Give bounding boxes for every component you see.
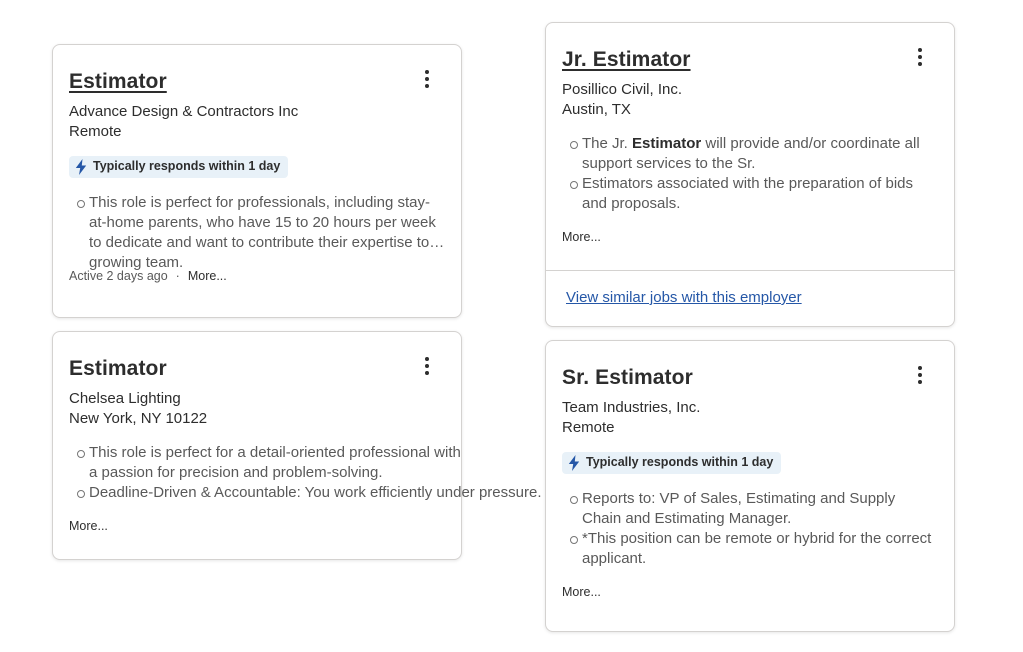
snippet-item: Reports to: VP of Sales, Estimating and Supply Chain and Estimating Manager. [582,489,938,529]
more-options-icon[interactable] [908,363,932,387]
snippet-item: Estimators associated with the preparation of bids and proposals. [582,174,938,214]
more-options-icon[interactable] [415,354,439,378]
more-link[interactable]: More... [187,268,227,283]
job-snippet [69,193,445,271]
job-title[interactable]: Sr. Estimator [562,366,693,389]
job-card-estimator-advance[interactable] [52,44,462,318]
more-link[interactable]: More... [69,519,108,533]
more-link[interactable]: More... [562,230,601,244]
more-options-icon[interactable] [415,67,439,91]
job-title[interactable]: Estimator [69,70,167,93]
snippet-item: Deadline-Driven & Accountable: You work efficiently under pressure. [89,484,542,501]
job-snippet [69,443,542,503]
job-location: Austin, TX [562,101,631,118]
snippet-item: This role is perfect for a detail-oriented professional with a passion for precision and problem-solving. [89,444,461,481]
job-snippet [562,134,938,214]
snippet-item: *This position can be remote or hybrid for the correct applicant. [582,529,938,569]
lightning-icon [568,455,580,471]
responsive-employer-badge [562,452,781,474]
company-name: Chelsea Lighting [69,390,181,407]
snippet-item: This role is perfect for professionals, including stay-at-home parents, who have 15 to 20 hours per week to dedicate and want to contribute their expertise to a growing team. [89,193,445,253]
job-location: New York, NY 10122 [69,410,208,427]
more-options-icon[interactable] [908,45,932,69]
view-similar-jobs-link[interactable]: View similar jobs with this employer [566,289,802,306]
lightning-icon [75,159,87,175]
active-date: Active 2 days ago [69,268,168,283]
more-link[interactable]: More... [562,584,601,599]
snippet-text: The Jr. [582,135,633,152]
job-title[interactable]: Jr. Estimator [562,48,691,71]
company-name: Advance Design & Contractors Inc [69,103,299,120]
job-card-sr-estimator[interactable] [545,340,955,632]
job-title[interactable]: Estimator [69,357,167,380]
company-name: Team Industries, Inc. [562,399,701,416]
responsive-employer-badge [69,156,288,178]
company-name: Posillico Civil, Inc. [562,81,683,98]
job-snippet [562,489,938,569]
snippet-text: will provide and/or coordinate all support services to the Sr. [582,135,920,172]
meta-separator: · [175,268,180,283]
snippet-highlight: Estimator [632,135,702,152]
job-card-jr-estimator[interactable] [545,22,955,327]
badge-label: Typically responds within 1 day [586,455,774,469]
job-location: Remote [69,123,122,140]
snippet-item [582,134,938,174]
badge-label: Typically responds within 1 day [93,159,281,173]
job-location: Remote [562,419,615,436]
job-card-estimator-chelsea[interactable] [52,331,542,560]
card-footer [546,270,954,326]
